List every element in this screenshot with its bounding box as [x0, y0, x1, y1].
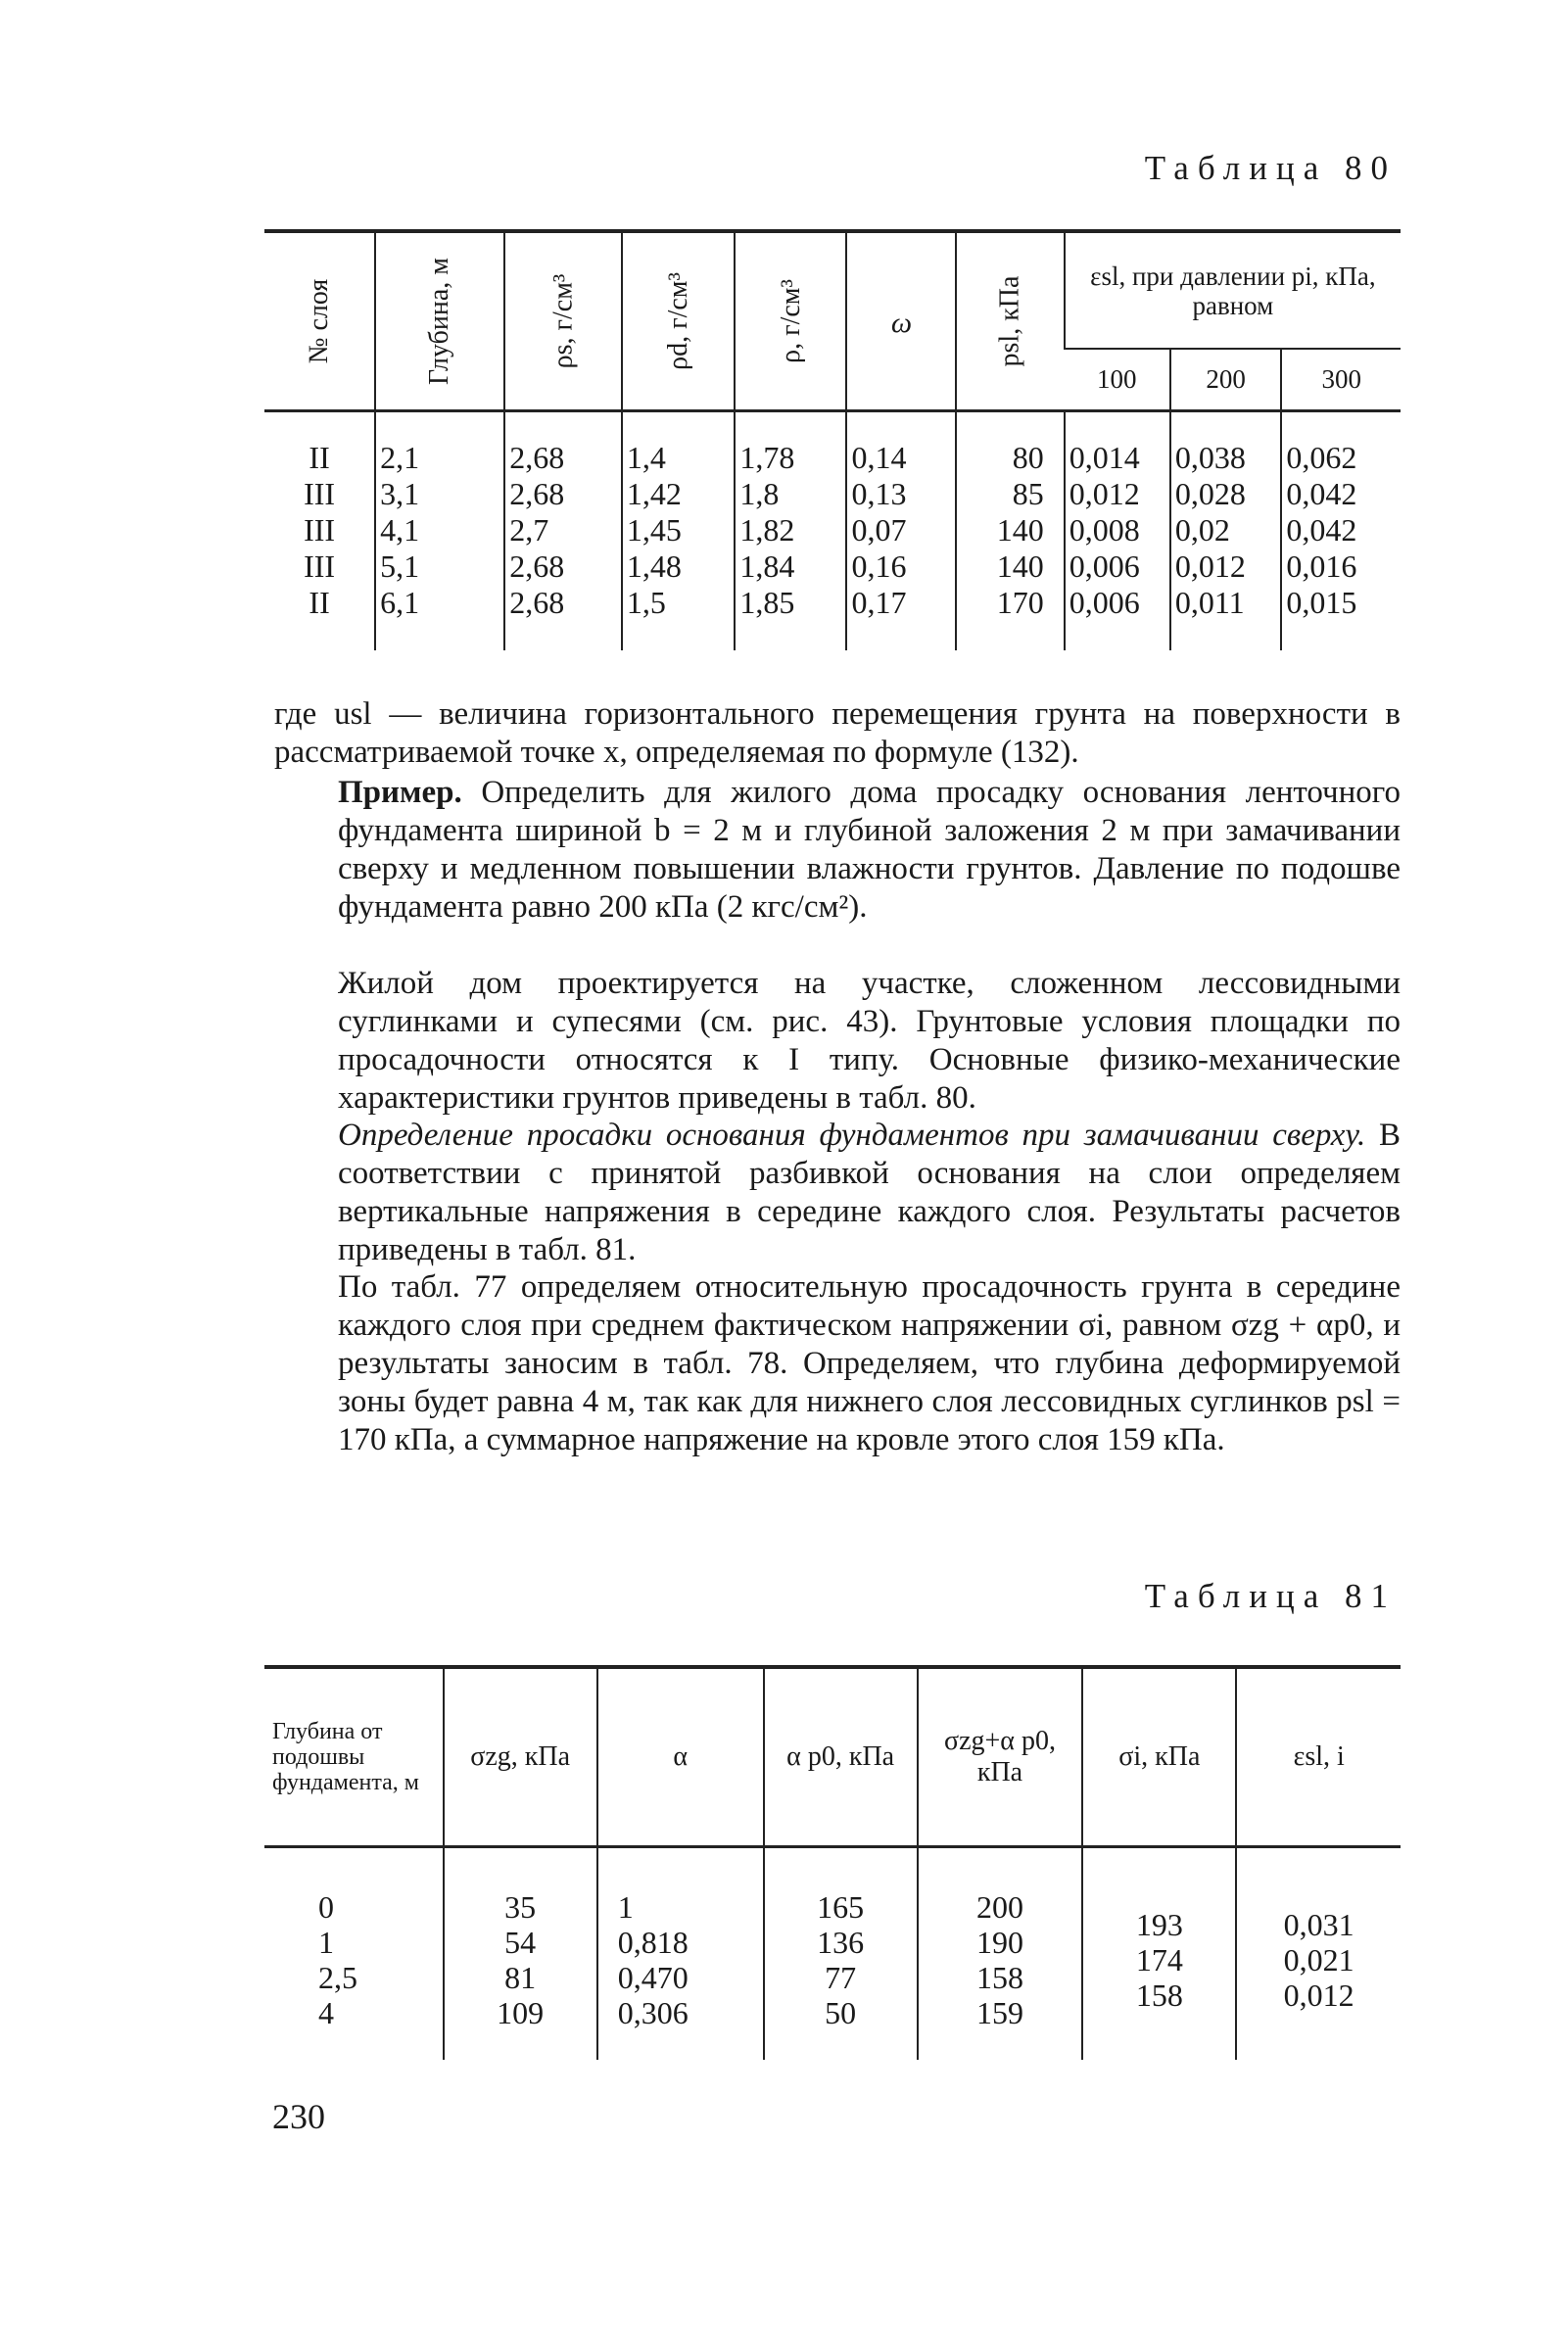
cell: 4,1	[375, 512, 504, 548]
cell: III	[304, 476, 336, 511]
cell: 0,011	[1170, 585, 1282, 650]
cell: 6,1	[375, 585, 504, 650]
cell: 170	[956, 585, 1064, 650]
table-80-caption: Таблица 80	[1144, 149, 1397, 187]
page-number: 230	[272, 2097, 325, 2136]
cell: 0,062	[1281, 411, 1401, 477]
table-row	[264, 1847, 1401, 2061]
cell: 0,014	[1065, 411, 1170, 477]
cell-depth-values: 0 1 2,5 4	[318, 1889, 357, 2030]
col-rho-d-header: ρd, г/см³	[622, 231, 735, 411]
cell-szg-values: 35 54 81 109	[444, 1847, 597, 2061]
cell: 1,4	[622, 411, 735, 477]
col-p200-header: 200	[1170, 349, 1282, 411]
cell: 0,07	[846, 512, 956, 548]
cell-sum-values: 200 190 158 159	[918, 1847, 1083, 2061]
cell: 0,008	[1065, 512, 1170, 548]
col-depth-header: Глубина от подошвы фундамента, м	[264, 1667, 444, 1847]
cell: 2,68	[504, 411, 622, 477]
cell: 1,5	[622, 585, 735, 650]
cell: 1,8	[735, 476, 846, 512]
cell: 0,13	[846, 476, 956, 512]
cell: 2,1	[375, 411, 504, 477]
cell: 0,006	[1065, 548, 1170, 585]
col-rho-header: ρ, г/см³	[735, 231, 846, 411]
cell: 0,038	[1170, 411, 1282, 477]
cell: 1,48	[622, 548, 735, 585]
table-81	[264, 1665, 1401, 2060]
cell: 2,68	[504, 585, 622, 650]
paragraph-method: Определение просадки основания фундаментов при замачивании сверху. В соответствии с принятой разбивкой основания на слои определяем вертикальные напряжения в середине каждого слоя. Результаты расчетов приведены в табл. 81.	[338, 1118, 1401, 1267]
cell: 85	[956, 476, 1064, 512]
cell: 0,012	[1170, 548, 1282, 585]
cell: II	[309, 440, 330, 475]
cell: 1,42	[622, 476, 735, 512]
cell-alpha-values: 1 0,818 0,470 0,306	[597, 1847, 764, 2061]
cell: 0,042	[1281, 512, 1401, 548]
cell: 2,68	[504, 476, 622, 512]
cell: 0,006	[1065, 585, 1170, 650]
paragraph-result: По табл. 77 определяем относительную просадочность грунта в середине каждого слоя при среднем фактическом напряжении σi, равном σzg + αp0, и результаты заносим в табл. 78. Определяем, что глубина деформируемой зоны будет равна 4 м, так как для нижнего слоя лессовидных суглинков psl = 170 кПа, а суммарное напряжение на кровле этого слоя 159 кПа.	[338, 1269, 1401, 1457]
col-p100-header: 100	[1065, 349, 1170, 411]
cell: 140	[956, 548, 1064, 585]
col-szg-header: σzg, кПа	[444, 1667, 597, 1847]
paragraph-definition: где usl — величина горизонтального перемещения грунта на поверхности в рассматриваемой точке x, определяемая по формуле (132).	[274, 696, 1401, 770]
cell: 1,45	[622, 512, 735, 548]
cell: 1,82	[735, 512, 846, 548]
col-depth-header: Глубина, м	[375, 231, 504, 411]
cell: III	[304, 512, 336, 548]
cell: 0,028	[1170, 476, 1282, 512]
cell: 0,012	[1065, 476, 1170, 512]
cell: 0,02	[1170, 512, 1282, 548]
col-alpha-header: α	[597, 1667, 764, 1847]
col-omega-header: ω	[846, 231, 956, 411]
cell: 0,17	[846, 585, 956, 650]
cell-si-values: 193 174 158	[1082, 1847, 1236, 2061]
cell: 0,042	[1281, 476, 1401, 512]
cell: III	[304, 548, 336, 584]
col-group-esl-header: εsl, при давлении pi, кПа, равном	[1065, 231, 1401, 349]
table-row	[264, 548, 1401, 585]
col-rho-s-header: ρs, г/см³	[504, 231, 622, 411]
cell: 140	[956, 512, 1064, 548]
col-psl-header: psl, кПа	[956, 231, 1064, 411]
paragraph-example: Пример. Определить для жилого дома просадку основания ленточного фундамента шириной b = 2 м и глубиной заложения 2 м при замачивании сверху и медленном повышении влажности грунтов. Давление по подошве фундамента равно 200 кПа (2 кгс/см²).	[338, 775, 1401, 925]
section-heading: Определение просадки основания фундаментов при замачивании сверху.	[338, 1118, 1366, 1153]
cell: 1,84	[735, 548, 846, 585]
cell: 0,16	[846, 548, 956, 585]
col-sum-header: σzg+α p0, кПа	[918, 1667, 1083, 1847]
col-alpha-p0-header: α p0, кПа	[764, 1667, 918, 1847]
table-80	[264, 229, 1401, 650]
table-row	[264, 476, 1401, 512]
example-label: Пример.	[338, 775, 462, 810]
table-row	[264, 585, 1401, 650]
col-si-header: σi, кПа	[1082, 1667, 1236, 1847]
cell: 2,68	[504, 548, 622, 585]
cell: 2,7	[504, 512, 622, 548]
cell: 0,016	[1281, 548, 1401, 585]
table-row	[264, 411, 1401, 477]
table-row	[264, 512, 1401, 548]
col-p300-header: 300	[1281, 349, 1401, 411]
cell: 80	[956, 411, 1064, 477]
cell-alpha-p0-values: 165 136 77 50	[764, 1847, 918, 2061]
col-layer-header: № слоя	[264, 231, 375, 411]
cell: 0,14	[846, 411, 956, 477]
cell: 1,85	[735, 585, 846, 650]
cell: 5,1	[375, 548, 504, 585]
cell: 0,015	[1281, 585, 1401, 650]
cell-esl-values: 0,031 0,021 0,012	[1236, 1847, 1401, 2061]
table-81-caption: Таблица 81	[1144, 1577, 1397, 1615]
cell: 1,78	[735, 411, 846, 477]
col-esl-header: εsl, i	[1236, 1667, 1401, 1847]
paragraph-site: Жилой дом проектируется на участке, сложенном лессовидными суглинками и супесями (см. рис. 43). Грунтовые условия площадки по просадочности относятся к I типу. Основные физико-механические характеристики грунтов приведены в табл. 80.	[338, 966, 1401, 1116]
cell: II	[309, 585, 330, 620]
cell: 3,1	[375, 476, 504, 512]
